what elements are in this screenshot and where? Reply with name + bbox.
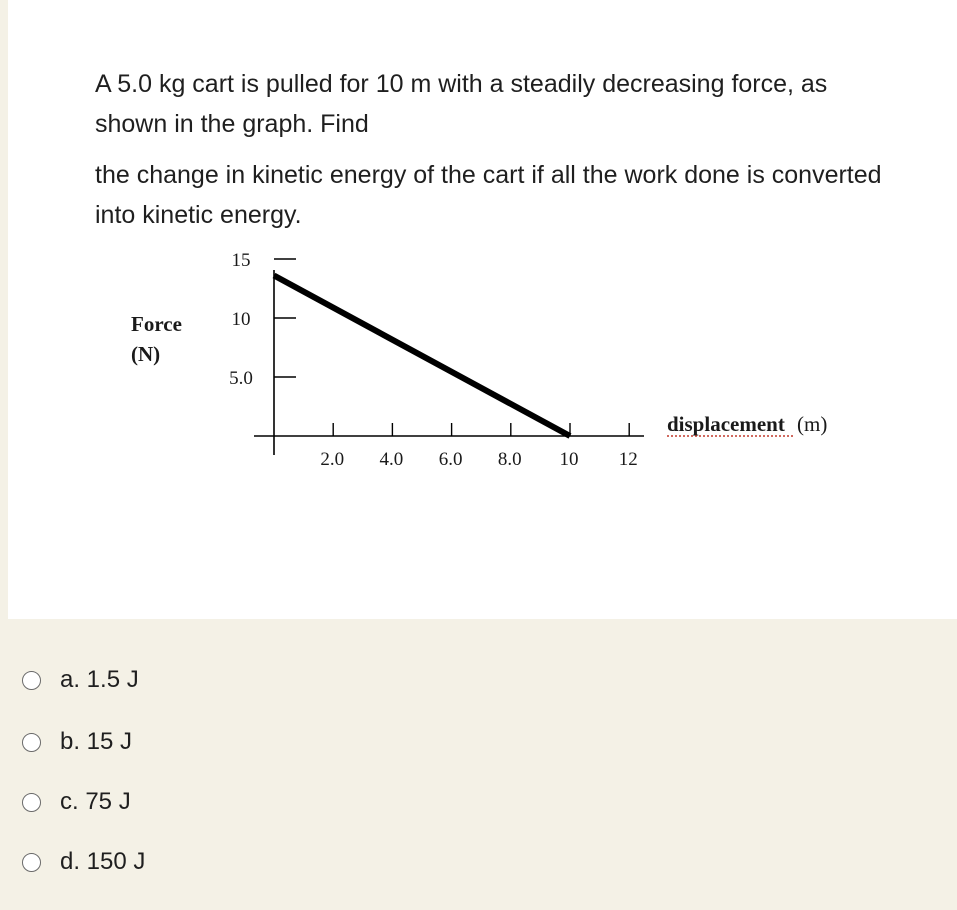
radio-button[interactable] bbox=[22, 671, 41, 690]
y-tick-label: 10 bbox=[231, 309, 251, 330]
option-b[interactable] bbox=[22, 722, 132, 762]
x-tick-label: 4.0 bbox=[379, 449, 404, 470]
option-d-label: d. 150 J bbox=[60, 848, 146, 875]
option-a-label: a. 1.5 J bbox=[60, 666, 139, 693]
x-axis-label: displacement bbox=[667, 412, 785, 436]
x-axis-unit: (m) bbox=[797, 412, 828, 436]
force-displacement-graph bbox=[8, 0, 957, 619]
radio-button[interactable] bbox=[22, 793, 41, 812]
x-tick-label: 12 bbox=[618, 449, 638, 470]
x-tick-label: 2.0 bbox=[320, 449, 345, 470]
option-d[interactable] bbox=[22, 842, 145, 882]
y-axis-label-unit: (N) bbox=[131, 342, 161, 366]
radio-button[interactable] bbox=[22, 853, 41, 872]
x-tick-label: 6.0 bbox=[438, 449, 463, 470]
option-b-label: b. 15 J bbox=[60, 728, 133, 755]
radio-button[interactable] bbox=[22, 733, 41, 752]
option-a[interactable] bbox=[22, 660, 139, 700]
question-text-part2: the change in kinetic energy of the cart if all the work done is converted into kinetic energy. bbox=[95, 161, 882, 229]
force-series-line bbox=[274, 276, 570, 436]
x-tick-label: 8.0 bbox=[497, 449, 522, 470]
y-tick-label: 15 bbox=[231, 250, 251, 271]
option-c-label: c. 75 J bbox=[60, 788, 131, 815]
y-tick-label: 5.0 bbox=[229, 368, 253, 389]
y-axis-label-force: Force bbox=[131, 312, 182, 336]
x-tick-label: 10 bbox=[559, 449, 579, 470]
option-c[interactable] bbox=[22, 782, 131, 822]
question-text-part1: A 5.0 kg cart is pulled for 10 m with a steadily decreasing force, as shown in the graph. Find bbox=[95, 70, 828, 138]
